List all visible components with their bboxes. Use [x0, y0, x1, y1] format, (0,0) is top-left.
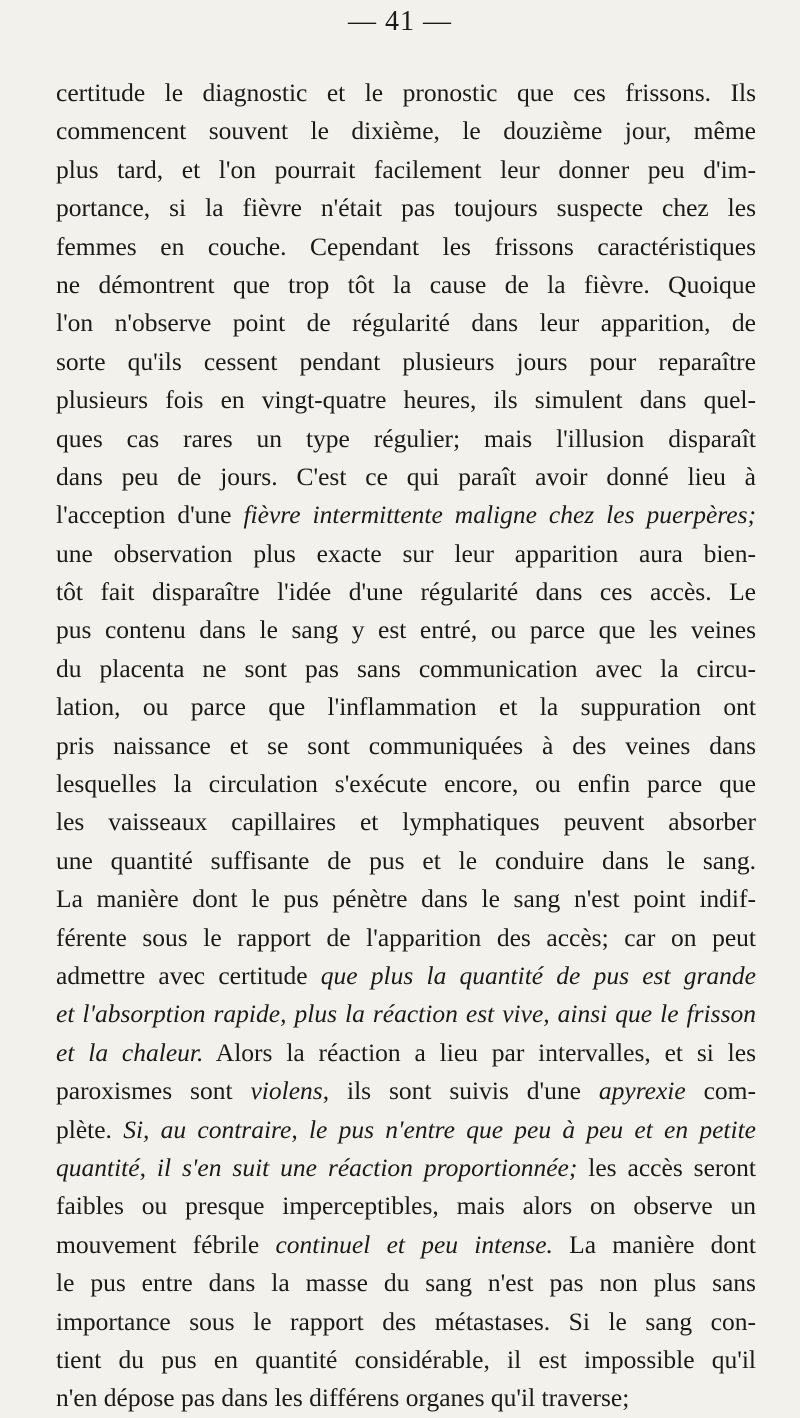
- text-segment: certitude le diagnostic et le pronostic que ces frissons. Ils: [56, 78, 756, 107]
- text-segment: les accès seront: [577, 1152, 756, 1182]
- italic-text-segment: quantité, il s'en suit une réaction proportionnée;: [56, 1152, 578, 1182]
- italic-text-segment: Si, au contraire, le pus n'entre que peu à peu et en petite: [123, 1114, 756, 1144]
- text-segment: plète.: [56, 1114, 124, 1144]
- text-segment: dans peu de jours. C'est ce qui paraît avoir donné lieu à: [56, 461, 756, 491]
- text-line: [56, 842, 756, 880]
- text-segment: portance, si la fièvre n'était pas toujours suspecte chez les: [56, 193, 756, 223]
- text-segment: , ils sont suivis d'une: [322, 1076, 599, 1106]
- text-line: [56, 880, 756, 918]
- text-line: [56, 189, 756, 227]
- text-line: [56, 112, 756, 150]
- text-segment: ques cas rares un type régulier; mais l'illusion disparaît: [56, 423, 756, 453]
- italic-text-segment: et la chaleur.: [56, 1037, 204, 1067]
- text-segment: pus contenu dans le sang y est entré, ou parce que les veines: [56, 615, 756, 645]
- text-segment: ne démontrent que trop tôt la cause de la fièvre. Quoique: [56, 269, 756, 299]
- text-segment: l'acception d'une: [56, 500, 244, 530]
- text-segment: une quantité suffisante de pus et le conduire dans le sang.: [56, 845, 756, 875]
- text-segment: com-: [685, 1076, 756, 1106]
- text-line: [56, 995, 756, 1033]
- text-segment: tient du pus en quantité considérable, il est impossible qu'il: [56, 1344, 756, 1374]
- text-line: [56, 420, 756, 458]
- italic-text-segment: que plus la quantité de pus est grande: [320, 960, 756, 990]
- text-line: [56, 228, 756, 266]
- text-segment: du placenta ne sont pas sans communication avec la circu-: [56, 653, 756, 683]
- page-number: — 41 —: [348, 6, 452, 37]
- text-segment: importance sous le rapport des métastases. Si le sang con-: [56, 1306, 756, 1336]
- text-line: [56, 1264, 756, 1302]
- italic-text-segment: continuel et peu intense.: [275, 1229, 553, 1259]
- text-line: [56, 650, 756, 688]
- text-line: [56, 381, 756, 419]
- text-segment: Alors la réaction a lieu par intervalles, et si les: [203, 1037, 756, 1067]
- text-line: [56, 74, 756, 112]
- text-segment: l'on n'observe point de régularité dans leur apparition, de: [56, 308, 756, 338]
- text-segment: paroxismes sont: [56, 1076, 251, 1106]
- text-line: [56, 266, 756, 304]
- text-line: [56, 1187, 756, 1225]
- text-segment: sorte qu'ils cessent pendant plusieurs jours pour reparaître: [56, 346, 756, 376]
- text-line: [56, 535, 756, 573]
- text-line: [56, 496, 756, 534]
- text-line: [56, 1034, 756, 1072]
- text-segment: admettre avec certitude: [56, 960, 321, 990]
- text-line: [56, 573, 756, 611]
- body-text: [56, 74, 756, 1418]
- text-segment: mouvement fébrile: [56, 1229, 276, 1259]
- text-segment: plusieurs fois en vingt-quatre heures, ils simulent dans quel-: [56, 385, 756, 415]
- italic-text-segment: fièvre intermittente maligne chez les puerpères;: [243, 500, 756, 530]
- text-line: [56, 343, 756, 381]
- text-line: [56, 151, 756, 189]
- text-segment: férente sous le rapport de l'apparition des accès; car on peut: [56, 922, 756, 952]
- text-segment: les vaisseaux capillaires et lymphatiques peuvent absorber: [56, 807, 756, 837]
- text-line: [56, 688, 756, 726]
- text-segment: La manière dont le pus pénètre dans le sang n'est point indif-: [56, 884, 756, 914]
- text-line: [56, 1303, 756, 1341]
- text-line: [56, 919, 756, 957]
- text-line: [56, 1379, 756, 1417]
- text-line: [56, 957, 756, 995]
- text-segment: commencent souvent le dixième, le douzième jour, même: [56, 116, 756, 146]
- text-line: [56, 304, 756, 342]
- text-segment: lation, ou parce que l'inflammation et la suppuration ont: [56, 692, 756, 722]
- italic-text-segment: apyrexie: [598, 1076, 686, 1106]
- italic-text-segment: et l'absorption rapide, plus la réaction est vive, ainsi que le frisson: [56, 999, 756, 1029]
- text-line: [56, 765, 756, 803]
- text-segment: La manière dont: [552, 1229, 756, 1259]
- text-segment: n'en dépose pas dans les différens organes qu'il traverse;: [56, 1383, 630, 1413]
- text-segment: faibles ou presque imperceptibles, mais alors on observe un: [56, 1191, 756, 1221]
- text-segment: le pus entre dans la masse du sang n'est pas non plus sans: [56, 1268, 756, 1298]
- text-line: [56, 1149, 756, 1187]
- text-segment: femmes en couche. Cependant les frissons caractéristiques: [56, 231, 756, 261]
- text-segment: pris naissance et se sont communiquées à des veines dans: [56, 730, 756, 760]
- text-line: [56, 458, 756, 496]
- text-segment: une observation plus exacte sur leur apparition aura bien-: [56, 538, 756, 568]
- text-line: [56, 1341, 756, 1379]
- text-segment: lesquelles la circulation s'exécute encore, ou enfin parce que: [56, 769, 756, 799]
- text-line: [56, 803, 756, 841]
- italic-text-segment: violens: [250, 1076, 323, 1106]
- text-segment: tôt fait disparaître l'idée d'une régularité dans ces accès. Le: [56, 577, 756, 607]
- text-line: [56, 727, 756, 765]
- text-line: [56, 1072, 756, 1110]
- text-line: [56, 611, 756, 649]
- text-line: [56, 1226, 756, 1264]
- text-segment: plus tard, et l'on pourrait facilement leur donner peu d'im-: [56, 154, 756, 184]
- text-line: [56, 1111, 756, 1149]
